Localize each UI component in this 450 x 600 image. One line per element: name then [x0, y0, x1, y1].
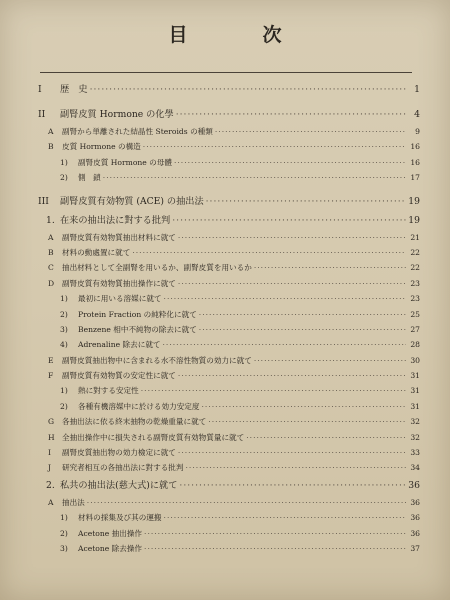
dot-leader: [246, 430, 406, 445]
dot-leader: [199, 307, 406, 322]
toc-entry-title: 副腎皮質 Hormone の母體: [78, 157, 172, 167]
toc-entry-number: 1): [60, 513, 68, 523]
toc-entry-page-number: 1: [414, 84, 420, 95]
toc-entry-number: 2): [60, 173, 68, 183]
dot-leader: [144, 526, 406, 541]
toc-entry-page-number: 31: [410, 386, 420, 396]
toc-entry: [38, 80, 420, 99]
dot-leader: [254, 353, 406, 368]
toc-entry: [38, 124, 420, 139]
dot-leader: [208, 414, 406, 429]
toc-entry-title: 各種有機溶媒中に於ける効力安定度: [78, 401, 200, 411]
toc-entry-page-number: 16: [410, 157, 420, 167]
toc-entry-title: 熱に對する安定性: [78, 386, 139, 396]
toc-entry: [38, 445, 420, 460]
dot-leader: [174, 155, 406, 170]
toc-entry-title: 材料の動處置に就て: [62, 247, 131, 257]
toc-entry-number: G: [48, 417, 55, 427]
toc-entry: [38, 230, 420, 245]
toc-entry-title: 研究者相互の各抽出法に對する批判: [62, 463, 184, 473]
toc-entry-title: 副腎皮質有効物質 (ACE) の抽出法: [60, 195, 204, 207]
toc-entry-number: 1): [60, 157, 68, 167]
toc-entry: [38, 399, 420, 414]
dot-leader: [178, 445, 406, 460]
toc-entry-page-number: 30: [410, 355, 420, 365]
toc-entry-page-number: 22: [410, 263, 420, 273]
toc-entry-title: 副腎から単離された結晶性 Steroids の種類: [62, 127, 213, 136]
dot-leader: [254, 260, 406, 275]
toc-entry-number: 3): [60, 324, 68, 334]
toc-entry-number: D: [48, 278, 55, 288]
toc-entry: [38, 476, 420, 495]
toc-entry: [38, 510, 420, 525]
toc-entry: [38, 414, 420, 429]
toc-entry: [38, 211, 420, 230]
toc-entry: [38, 155, 420, 170]
toc-entry-page-number: 19: [408, 195, 420, 207]
toc-entry-page-number: 31: [410, 371, 420, 381]
dot-leader: [199, 322, 406, 337]
dot-leader: [141, 383, 406, 398]
toc-entry: [38, 245, 420, 260]
dot-leader: [202, 399, 407, 414]
toc-entry-title: 副腎皮質有効物質の安定性に就て: [62, 371, 176, 381]
toc-entry-number: H: [48, 432, 55, 442]
dot-leader: [163, 337, 406, 352]
toc-entry: [38, 368, 420, 383]
toc-entry: [38, 337, 420, 352]
toc-entry-page-number: 16: [410, 142, 420, 152]
dot-leader: [176, 105, 406, 124]
toc-entry: [38, 307, 420, 322]
dot-leader: [215, 124, 406, 139]
dot-leader: [178, 368, 406, 383]
toc-entry-page-number: 36: [410, 497, 420, 507]
toc-entry-page-number: 22: [410, 247, 420, 257]
toc-entry: [38, 353, 420, 368]
table-of-contents: [38, 80, 420, 556]
toc-entry-number: 3): [60, 543, 68, 553]
toc-entry-page-number: 9: [415, 127, 420, 136]
toc-entry-page-number: 23: [410, 294, 420, 304]
toc-entry-title: 副腎皮質抽出物の効力檢定に就て: [62, 448, 176, 458]
dot-leader: [143, 139, 406, 154]
toc-entry-title: 在来の抽出法に對する批判: [60, 214, 171, 226]
toc-entry-number: 1): [60, 294, 68, 304]
toc-entry-title: 抽出材料として全副腎を用いるか、副腎皮質を用いるか: [62, 263, 252, 273]
toc-entry-number: 1.: [46, 214, 55, 226]
title-rule: [40, 72, 412, 73]
toc-entry-page-number: 4: [414, 109, 420, 120]
dot-leader: [172, 211, 406, 230]
toc-entry-number: 2): [60, 309, 68, 319]
toc-entry-number: III: [38, 195, 49, 207]
dot-leader: [103, 170, 406, 185]
toc-entry-page-number: 21: [410, 232, 420, 242]
toc-entry-number: 2): [60, 528, 68, 538]
dot-leader: [178, 230, 406, 245]
dot-leader: [178, 276, 406, 291]
toc-entry-number: A: [48, 497, 54, 507]
dot-leader: [164, 291, 406, 306]
toc-entry-page-number: 36: [408, 479, 420, 491]
toc-entry: [38, 139, 420, 154]
toc-entry-number: 1): [60, 386, 68, 396]
toc-entry-page-number: 27: [410, 324, 420, 334]
toc-entry-number: 4): [60, 340, 68, 350]
toc-entry-title: 材料の採集及び其の運搬: [78, 513, 162, 523]
toc-entry-page-number: 33: [410, 448, 420, 458]
toc-entry-number: I: [38, 84, 42, 95]
toc-entry-number: E: [48, 355, 54, 365]
toc-entry-title: Adrenaline 除去に就て: [78, 340, 161, 350]
toc-entry-page-number: 36: [410, 513, 420, 523]
toc-entry: [38, 260, 420, 275]
toc-entry-title: 側 鎖: [78, 173, 101, 183]
toc-entry-number: J: [48, 463, 52, 473]
toc-entry-title: 私共の抽出法(慈大式)に就て: [60, 479, 178, 491]
toc-entry-number: 2.: [46, 479, 55, 491]
toc-entry-number: 2): [60, 401, 68, 411]
toc-entry-number: A: [48, 127, 54, 136]
toc-entry-title: Acetone 抽出操作: [78, 528, 143, 538]
toc-entry-title: 皮質 Hormone の構造: [62, 142, 141, 152]
toc-entry-page-number: 37: [410, 543, 420, 553]
toc-entry: [38, 383, 420, 398]
toc-entry-title: Protein Fraction の純粋化に就て: [78, 309, 197, 319]
toc-entry-title: 歴 史: [60, 84, 88, 95]
dot-leader: [186, 460, 407, 475]
toc-entry: [38, 276, 420, 291]
dot-leader: [144, 541, 406, 556]
toc-entry-number: I: [48, 448, 51, 458]
toc-entry-title: 全抽出操作中に損失される副腎皮質有効物質量に就て: [62, 432, 245, 442]
dot-leader: [132, 245, 406, 260]
toc-entry: [38, 495, 420, 510]
page-title: 目 次: [168, 24, 310, 46]
toc-entry-number: B: [48, 142, 54, 152]
toc-entry-number: F: [48, 371, 54, 381]
toc-entry-title: 副腎皮質有効物質抽出材料に就て: [62, 232, 176, 242]
toc-entry: [38, 170, 420, 185]
toc-entry: [38, 526, 420, 541]
toc-entry: [38, 460, 420, 475]
dot-leader: [87, 495, 406, 510]
toc-entry-page-number: 32: [410, 417, 420, 427]
toc-entry-page-number: 34: [410, 463, 420, 473]
toc-entry-page-number: 19: [408, 214, 420, 226]
toc-entry: [38, 541, 420, 556]
dot-leader: [179, 476, 406, 495]
toc-entry-page-number: 32: [410, 432, 420, 442]
toc-entry-title: 副腎皮質有効物質抽出操作に就て: [62, 278, 176, 288]
toc-entry-page-number: 36: [410, 528, 420, 538]
toc-entry-page-number: 23: [410, 278, 420, 288]
toc-entry-title: 最初に用いる溶媒に就て: [78, 294, 162, 304]
toc-entry-title: Benzene 相中不純物の除去に就て: [78, 324, 197, 334]
dot-leader: [164, 510, 406, 525]
toc-entry: [38, 192, 420, 211]
toc-entry-number: II: [38, 109, 46, 120]
toc-entry-number: A: [48, 232, 54, 242]
toc-entry-title: Acetone 除去操作: [78, 543, 143, 553]
toc-entry: [38, 105, 420, 124]
toc-entry: [38, 291, 420, 306]
toc-entry: [38, 322, 420, 337]
toc-entry-page-number: 25: [410, 309, 420, 319]
toc-entry-page-number: 28: [410, 340, 420, 350]
toc-entry-number: C: [48, 263, 54, 273]
toc-entry: [38, 430, 420, 445]
toc-entry-title: 副腎皮質 Hormone の化學: [60, 109, 174, 120]
dot-leader: [90, 80, 406, 99]
toc-entry-page-number: 17: [410, 173, 420, 183]
toc-entry-title: 副腎皮質抽出物中に含まれる水不溶性物質の効力に就て: [62, 355, 252, 365]
toc-entry-title: 各抽出法に依る終末抽物の乾燥重量に就て: [62, 417, 207, 427]
toc-entry-title: 抽出法: [62, 497, 85, 507]
dot-leader: [206, 192, 406, 211]
toc-entry-number: B: [48, 247, 54, 257]
toc-entry-page-number: 31: [410, 401, 420, 411]
